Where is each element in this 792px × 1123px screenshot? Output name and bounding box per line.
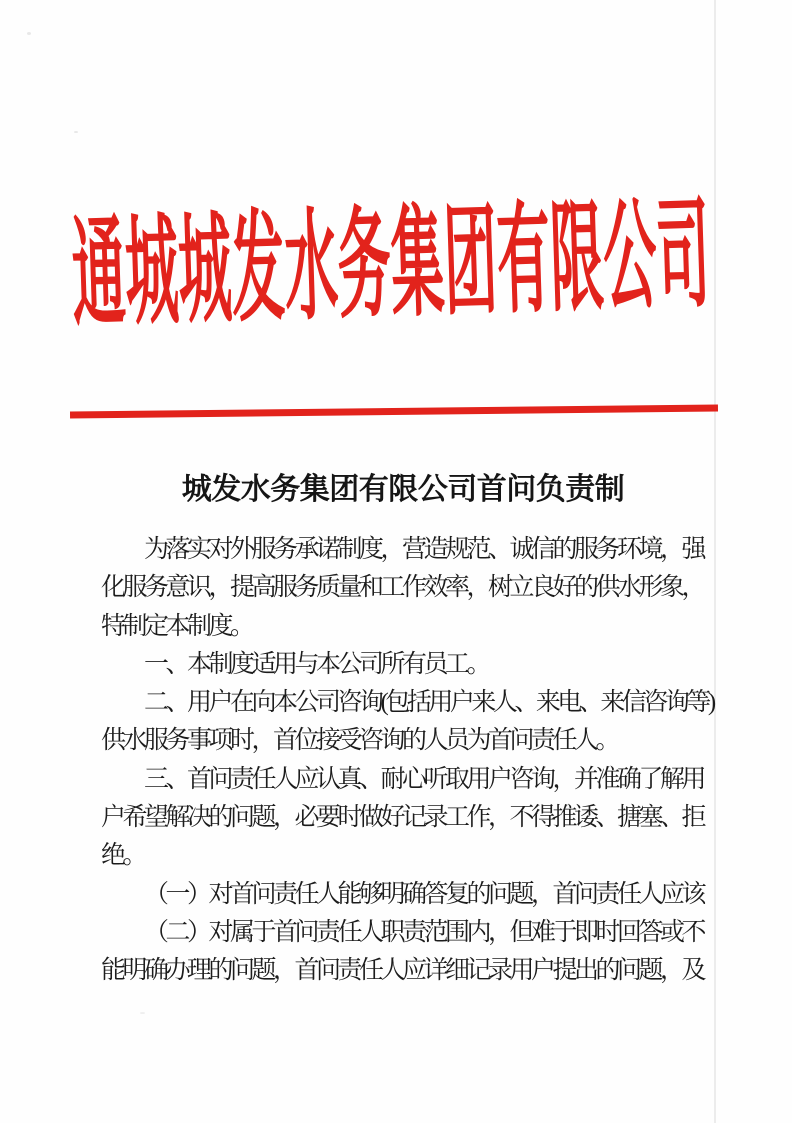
scan-speck bbox=[27, 32, 31, 35]
body-line: 一、本制度适用与本公司所有员工。 bbox=[144, 650, 489, 678]
scan-speck bbox=[74, 131, 78, 133]
company-name-text: 通城城发水务集团有限公司 bbox=[69, 188, 712, 342]
company-letterhead bbox=[70, 188, 722, 348]
body-line: （二）对属于首问责任人职责范围内，但难于即时回答或不 bbox=[144, 918, 704, 946]
body-line: 能明确办理的问题，首问责任人应详细记录用户提出的问题，及 bbox=[101, 957, 704, 985]
document-title: 城发水务集团有限公司首问负责制 bbox=[181, 473, 625, 506]
body-line: 户希望解决的问题，必要时做好记录工作，不得推诿、搪塞、拒 bbox=[101, 804, 704, 832]
body-line: 二、用户在向本公司咨询(包括用户来人、来电、来信咨询等) bbox=[144, 689, 713, 717]
body-line: 三、首问责任人应认真、耐心听取用户咨询，并准确了解用 bbox=[144, 765, 704, 793]
body-line: 特制定本制度。 bbox=[101, 612, 252, 640]
body-line: 为落实对外服务承诺制度，营造规范、诚信的服务环境，强 bbox=[144, 536, 704, 563]
scan-speck bbox=[140, 1012, 145, 1014]
body-line: 化服务意识，提高服务质量和工作效率，树立良好的供水形象， bbox=[101, 574, 704, 602]
body-line: 供水服务事项时，首位接受咨询的人员为首问责任人。 bbox=[101, 727, 618, 755]
body-text bbox=[101, 531, 721, 991]
letterhead-rule bbox=[70, 404, 718, 418]
body-line: 绝。 bbox=[101, 842, 145, 870]
body-line: （一）对首问责任人能够明确答复的问题，首问责任人应该 bbox=[144, 880, 704, 908]
